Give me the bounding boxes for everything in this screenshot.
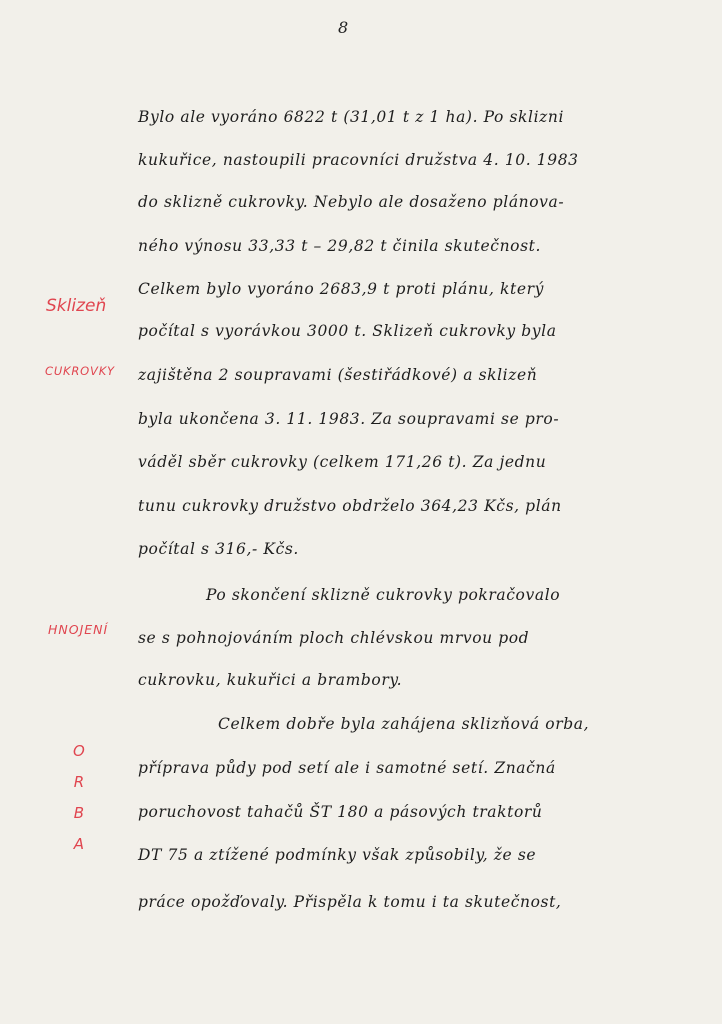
body-line: ného výnosu 33,33 t – 29,82 t činila skutečnost. bbox=[138, 237, 542, 255]
margin-note-orba-letter: B bbox=[73, 804, 85, 822]
body-line: Celkem dobře byla zahájena sklizňová orba, bbox=[218, 715, 590, 733]
margin-note-orba bbox=[73, 736, 85, 860]
body-line: Celkem bylo vyoráno 2683,9 t proti plánu, který bbox=[138, 280, 545, 298]
margin-note-sklizen: Sklizeň bbox=[46, 296, 107, 316]
body-line: do sklizně cukrovky. Nebylo ale dosaženo plánova- bbox=[138, 193, 565, 211]
body-line: váděl sběr cukrovky (celkem 171,26 t). Za jednu bbox=[138, 453, 547, 471]
body-line: Bylo ale vyoráno 6822 t (31,01 t z 1 ha). Po sklizni bbox=[138, 108, 565, 126]
page-number: 8 bbox=[338, 18, 349, 37]
body-line: počítal s 316,- Kčs. bbox=[138, 540, 299, 558]
body-line: Po skončení sklizně cukrovky pokračovalo bbox=[206, 586, 561, 604]
body-line: tunu cukrovky družstvo obdrželo 364,23 Kčs, plán bbox=[138, 497, 562, 515]
body-line: poruchovost tahačů ŠT 180 a pásových traktorů bbox=[138, 803, 543, 821]
margin-note-hnojeni: HNOJENÍ bbox=[48, 622, 109, 637]
body-line: DT 75 a ztížené podmínky však způsobily, že se bbox=[138, 846, 537, 864]
body-line: cukrovku, kukuřici a brambory. bbox=[138, 671, 403, 689]
body-line: příprava půdy pod setí ale i samotné setí. Značná bbox=[138, 759, 556, 777]
body-line: počítal s vyorávkou 3000 t. Sklizeň cukrovky byla bbox=[138, 322, 557, 340]
body-line: práce opožďovaly. Přispěla k tomu i ta skutečnost, bbox=[138, 893, 562, 911]
margin-note-orba-letter: A bbox=[73, 835, 85, 853]
margin-note-cukrovky: CUKROVKY bbox=[45, 364, 115, 378]
body-line: se s pohnojováním ploch chlévskou mrvou pod bbox=[138, 629, 530, 647]
body-line: kukuřice, nastoupili pracovníci družstva 4. 10. 1983 bbox=[138, 151, 579, 169]
margin-note-orba-letter: O bbox=[73, 742, 85, 760]
body-line: byla ukončena 3. 11. 1983. Za soupravami se pro- bbox=[138, 410, 560, 428]
margin-note-orba-letter: R bbox=[73, 773, 85, 791]
body-line: zajištěna 2 soupravami (šestiřádkové) a sklizeň bbox=[138, 366, 538, 384]
